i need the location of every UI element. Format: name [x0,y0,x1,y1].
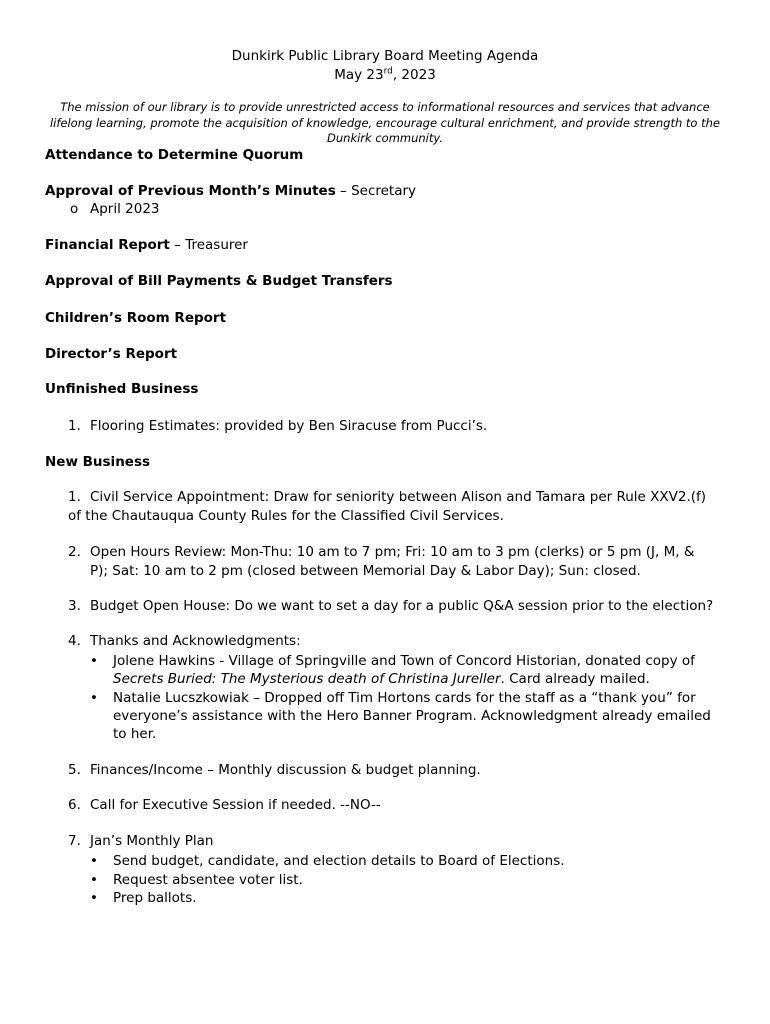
item7-b3: Prep ballots. [113,890,197,906]
date-superscript: rd [383,66,393,77]
item7-bullet-1: • [90,853,98,869]
new-item-2-line2: P); Sat: 10 am to 2 pm (closed between Memorial Day & Labor Day); Sun: closed. [90,563,641,579]
section-bills: Approval of Bill Payments & Budget Transfers [45,273,393,289]
item4-bullet-2: • [90,690,98,706]
agenda-title: Dunkirk Public Library Board Meeting Agenda [231,48,539,64]
financial-role: – Treasurer [169,237,248,253]
new-item-2-line1: Open Hours Review: Mon-Thu: 10 am to 7 pm; Fri: 10 am to 3 pm (clerks) or 5 pm (J, M, & [90,544,695,560]
new-item-3-text: Budget Open House: Do we want to set a day for a public Q&A session prior to the election? [90,598,714,614]
new-item-7-number: 7. [68,833,81,849]
minutes-item: April 2023 [90,201,160,217]
new-item-5-number: 5. [68,762,81,778]
page-title [0,47,770,85]
new-item-1-number: 1. [68,489,81,505]
section-unfinished: Unfinished Business [45,381,199,397]
item4-b2-line3: to her. [113,726,157,742]
item4-b2-line1: Natalie Lucszkowiak – Dropped off Tim Hortons cards for the staff as a “thank you” for [113,690,696,706]
item4-b2-line2: everyone’s assistance with the Hero Banner Program. Acknowledgment already emailed [113,708,711,724]
new-item-4-text: Thanks and Acknowledgments: [90,633,301,649]
new-item-2-number: 2. [68,544,81,560]
section-new-business: New Business [45,454,151,470]
agenda-date [0,66,770,85]
new-item-7-text: Jan’s Monthly Plan [90,833,214,849]
minutes-heading: Approval of Previous Month’s Minutes [45,183,336,199]
minutes-role: – Secretary [335,183,417,199]
new-item-4-number: 4. [68,633,81,649]
date-prefix: May 23 [334,67,384,83]
new-item-6-number: 6. [68,797,81,813]
new-item-1-line1: Civil Service Appointment: Draw for seniority between Alison and Tamara per Rule XXV2.(f) [90,489,707,505]
item4-b1-line2 [113,670,650,689]
new-item-3-number: 3. [68,598,81,614]
item7-b1: Send budget, candidate, and election details to Board of Elections. [113,853,565,869]
mission-statement: The mission of our library is to provide unrestricted access to informational resources and services that advance lifelong learning, promote the acquisition of knowledge, encourage cultural enrichment, and provide strength to the Dunkirk community. [49,100,721,145]
section-director: Director’s Report [45,346,178,362]
item4-b1-line1: Jolene Hawkins - Village of Springville and Town of Concord Historian, donated copy of [113,653,695,669]
section-attendance: Attendance to Determine Quorum [45,147,304,163]
date-suffix: , 2023 [392,67,436,83]
item4-bullet-1: • [90,653,98,669]
item7-b2: Request absentee voter list. [113,872,303,888]
unfinished-item-number: 1. [68,418,81,434]
section-minutes [45,182,416,201]
new-item-6-text: Call for Executive Session if needed. --NO-- [90,797,381,813]
financial-heading: Financial Report [45,237,170,253]
book-title: Secrets Buried: The Mysterious death of Christina Jureller [113,671,501,687]
item7-bullet-3: • [90,890,98,906]
new-item-5-text: Finances/Income – Monthly discussion & budget planning. [90,762,481,778]
new-item-1-line2: of the Chautauqua County Rules for the Classified Civil Services. [68,508,504,524]
item7-bullet-2: • [90,872,98,888]
section-financial [45,236,248,255]
minutes-item-marker: o [70,201,79,217]
section-childrens: Children’s Room Report [45,310,227,326]
item4-b1-rest: . Card already mailed. [500,671,650,687]
unfinished-item-text: Flooring Estimates: provided by Ben Siracuse from Pucci’s. [90,418,488,434]
